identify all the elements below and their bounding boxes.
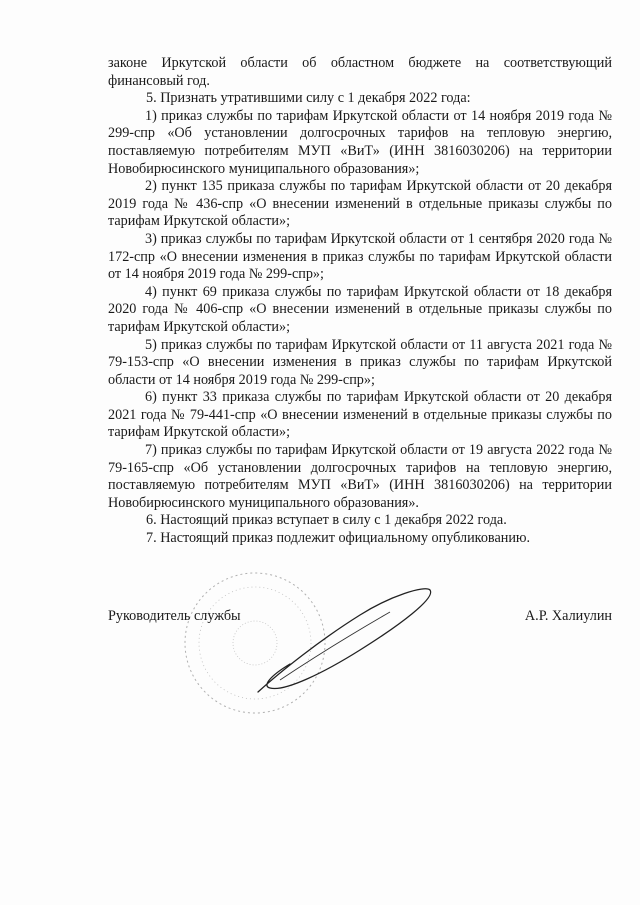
paragraph-continuation: законе Иркутской области об областном бюджете на соответствующий финансовый год. <box>108 55 612 89</box>
handwritten-signature <box>240 580 440 700</box>
paragraph-5: 5. Признать утратившими силу с 1 декабря 2022 года: <box>146 90 471 107</box>
signatory-position: Руководитель службы <box>108 608 241 624</box>
list-item: 1) приказ службы по тарифам Иркутской области от 14 ноября 2019 года № 299-спр «Об установлении долгосрочных тарифов на тепловую энергию, поставляемую потребителям МУП «ВиТ» (ИНН 3816030206) на территории Новобирюсинского муниципального образования»; <box>108 107 612 177</box>
list-item: 4) пункт 69 приказа службы по тарифам Иркутской области от 18 декабря 2020 года № 406-спр «О внесении изменений в отдельные приказы службы по тарифам Иркутской области»; <box>108 283 612 335</box>
list-item: 6) пункт 33 приказа службы по тарифам Иркутской области от 20 декабря 2021 года № 79-441-спр «О внесении изменений в отдельные приказы службы по тарифам Иркутской области»; <box>108 389 612 441</box>
list-item: 7) приказ службы по тарифам Иркутской области от 19 августа 2022 года № 79-165-спр «Об установлении долгосрочных тарифов на тепловую энергию, поставляемую потребителям МУП «ВиТ» (ИНН 3816030206) на территории Новобирюсинского муниципального образования». <box>108 442 612 511</box>
document-body <box>108 55 612 548</box>
paragraph-7: 7. Настоящий приказ подлежит официальному опубликованию. <box>146 530 531 547</box>
paragraph-6: 6. Настоящий приказ вступает в силу с 1 декабря 2022 года. <box>146 512 507 529</box>
list-item: 3) приказ службы по тарифам Иркутской области от 1 сентября 2020 года № 172-спр «О внесении изменения в приказ службы по тарифам Иркутской области от 14 ноября 2019 года № 299-спр»; <box>108 230 612 283</box>
list-item: 2) пункт 135 приказа службы по тарифам Иркутской области от 20 декабря 2019 года № 436-спр «О внесении изменений в отдельные приказы службы по тарифам Иркутской области»; <box>108 178 612 230</box>
list-item: 5) приказ службы по тарифам Иркутской области от 11 августа 2021 года № 79-153-спр «О внесении изменения в приказ службы по тарифам Иркутской области от 14 ноября 2019 года № 299-спр»; <box>108 336 612 388</box>
signatory-name: А.Р. Халиулин <box>524 608 612 624</box>
